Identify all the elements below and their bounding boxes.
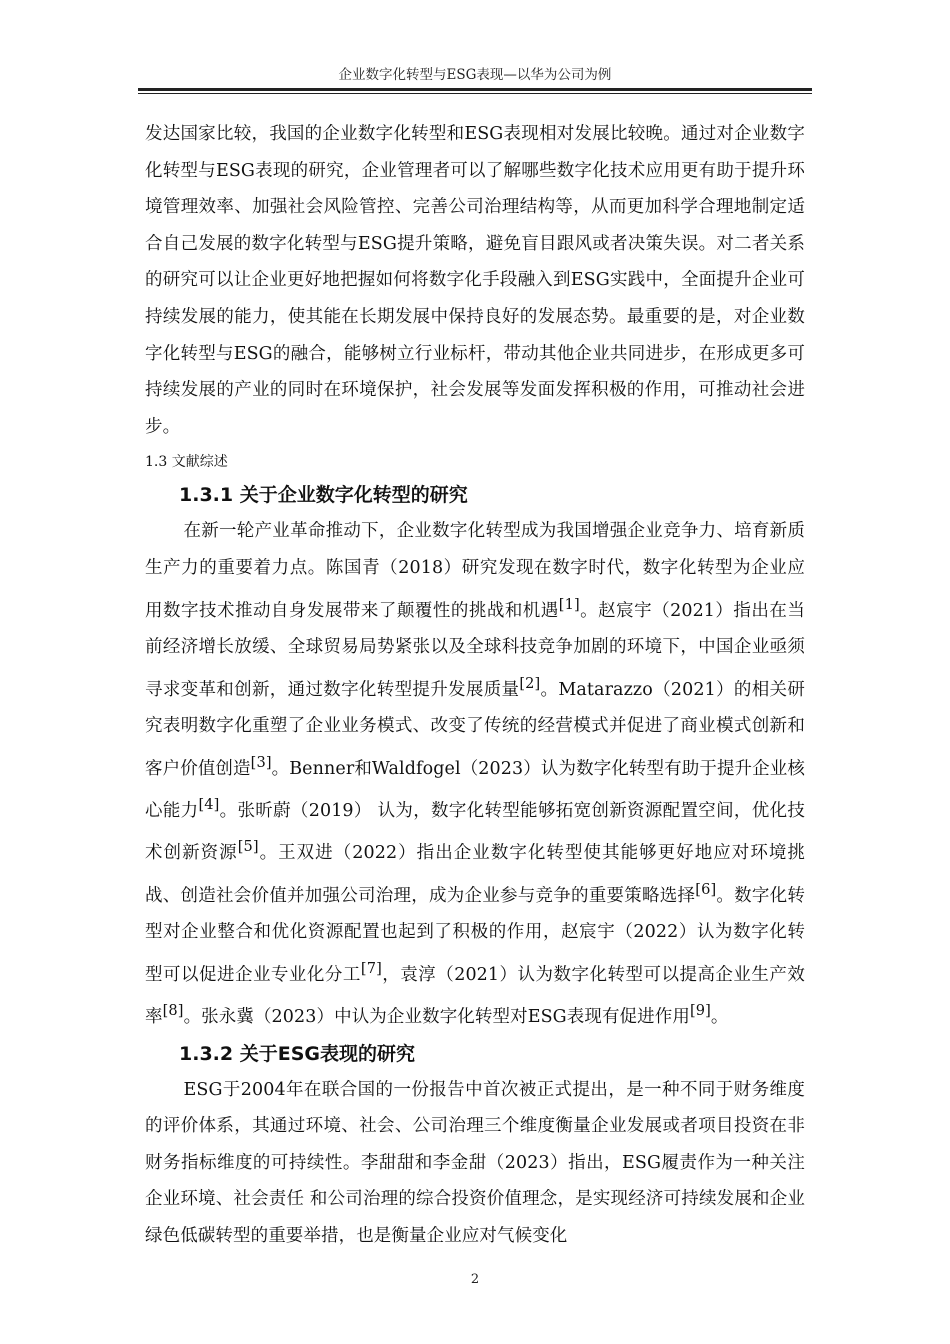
paragraph-esg-performance: ESG于2004年在联合国的一份报告中首次被正式提出，是一种不同于财务维度的评价体系，其通过环境、社会、公司治理三个维度衡量企业发展或者项目投资在非财务指标维度的可持续性。李甜甜和李金甜（2023）指出，ESG履责作为一种关注企业环境、社会责任 和公司治理的综合投资价值理念，是实现经济可持续发展和企业绿色低碳转型的重要举措，也是衡量企业应对气候变化 xyxy=(145,1079,805,1247)
text-run: 。张永冀（2023）中认为企业数字化转型对ESG表现有促进作用 xyxy=(183,1007,690,1028)
text-run: 。Benner和Waldfogel（2023）认为数字化转型有助于提升企业核心能力 xyxy=(145,758,805,821)
text-run: 。王双进（2022）指出企业数字化转型使其能够更好地应对环境挑战、创造社会价值并加强公司治理，成为企业参与竞争的重要策略选择 xyxy=(145,843,805,906)
citation-ref: [2] xyxy=(519,674,541,692)
paragraph-intro-continued: 发达国家比较，我国的企业数字化转型和ESG表现相对发展比较晚。通过对企业数字化转型与ESG表现的研究，企业管理者可以了解哪些数字化技术应用更有助于提升环境管理效率、加强社会风险管控、完善公司治理结构等，从而更加科学合理地制定适合自己发展的数字化转型与ESG提升策略，避免盲目跟风或者决策失误。对二者关系的研究可以让企业更好地把握如何将数字化手段融入到ESG实践中，全面提升企业可持续发展的能力，使其能在长期发展中保持良好的发展态势。最重要的是，对企业数字化转型与ESG的融合，能够树立行业标杆，带动其他企业共同进步，在形成更多可持续发展的产业的同时在环境保护，社会发展等发面发挥积极的作用，可推动社会进步。 xyxy=(145,124,805,437)
citation-ref: [6] xyxy=(695,880,717,898)
text-run: 。数字化转型对企业整合和优化资源配置也起到了积极的作用，赵宸宇（2022）认为数字化转型可以促进企业专业化分工 xyxy=(145,885,805,985)
page-body xyxy=(145,116,805,1255)
running-header: 企业数字化转型与ESG表现—以华为公司为例 xyxy=(338,67,612,83)
subsection-heading-1-3-2: 1.3.2 关于ESG表现的研究 xyxy=(179,1042,415,1065)
citation-ref: [8] xyxy=(162,1002,184,1020)
citation-ref: [4] xyxy=(198,795,220,813)
paragraph-digital-transformation xyxy=(145,513,805,1035)
citation-ref: [1] xyxy=(558,595,580,613)
text-run: 。 xyxy=(710,1007,729,1028)
subsection-heading-1-3-1: 1.3.1 关于企业数字化转型的研究 xyxy=(179,484,468,507)
citation-ref: [9] xyxy=(689,1002,711,1020)
header-rule-thick xyxy=(138,88,812,91)
text-run: 在新一轮产业革命推动下，企业数字化转型成为我国增强企业竞争力、培育新质生产力的重要着力点。陈国青（2018）研究发现在数字时代，数字化转型为企业应用数字技术推动自身发展带来了颠覆性的挑战和机遇 xyxy=(145,521,805,621)
citation-ref: [5] xyxy=(237,838,259,856)
section-heading-1-3: 1.3 文献综述 xyxy=(145,454,228,471)
text-run: 。张昕蔚（2019） 认为，数字化转型能够拓宽创新资源配置空间，优化技术创新资源 xyxy=(145,800,805,864)
page-number: 2 xyxy=(470,1272,480,1287)
text-run: 。Matarazzo（2021）的相关研究表明数字化重塑了企业业务模式、改变了传统的经营模式并促进了商业模式创新和客户价值创造 xyxy=(145,679,805,779)
text-run: ，袁淳（2021）认为数字化转型可以提高企业生产效率 xyxy=(145,964,805,1028)
header-rule-thin xyxy=(138,93,812,94)
citation-ref: [3] xyxy=(250,753,272,771)
text-run: 。赵宸宇（2021）指出在当前经济增长放缓、全球贸易局势紧张以及全球科技竞争加剧的环境下，中国企业亟须寻求变革和创新，通过数字化转型提升发展质量 xyxy=(145,600,805,700)
citation-ref: [7] xyxy=(360,959,382,977)
